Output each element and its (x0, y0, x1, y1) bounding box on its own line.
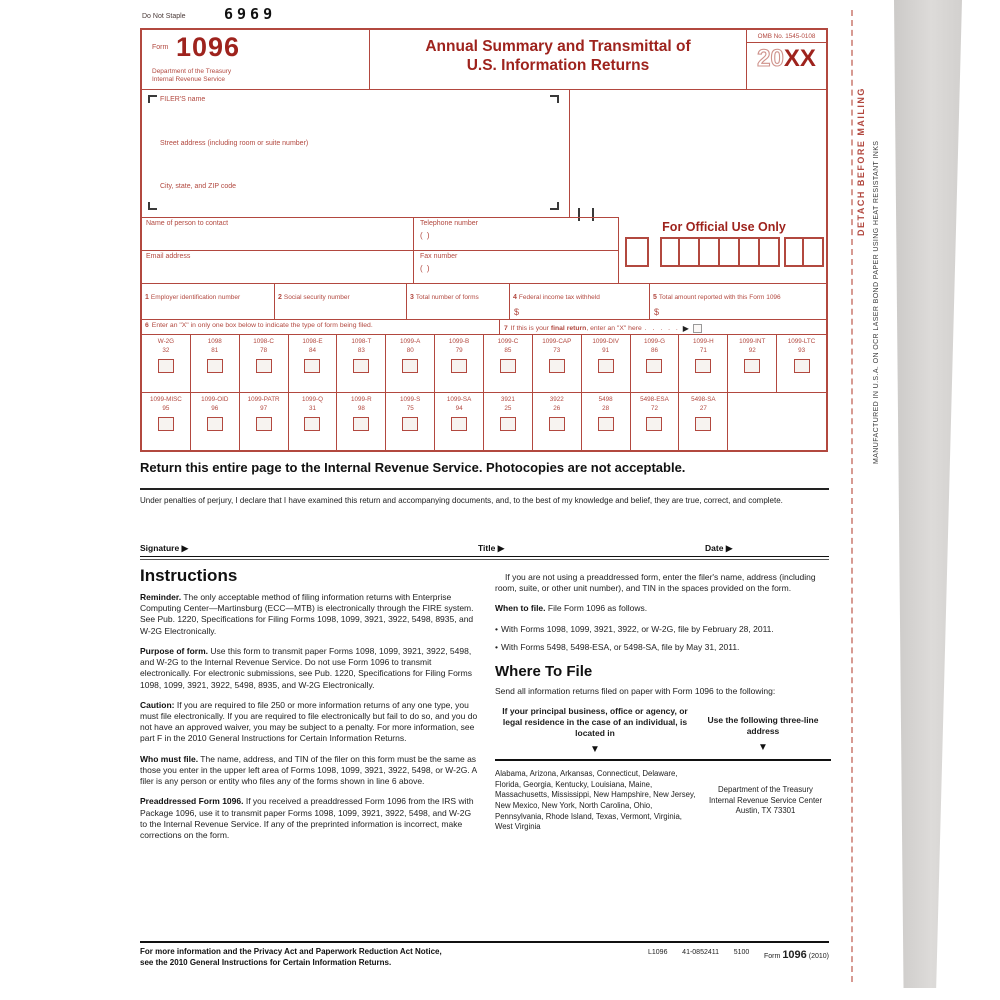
footer-code-5100: 5100 (733, 949, 750, 956)
instruction-paragraph: Preaddressed Form 1096. If you received a preaddressed Form 1096 from the IRS with Package 1096, use it to transmit paper Forms 1098, 1099, 3921, 3922, 5498, and W-2G to the Internal Revenue Service. If any of the preprinted information is incorrect, make corrections on the form. (140, 796, 474, 840)
instruction-paragraph: Who must file. The name, address, and TIN of the filer on this form must be the same as those you enter in the upper left area of Forms 1098, 1099, 3921, 3922, 5498, or W-2G. A filer is any person or entity who files any of the forms shown in line 6 above. (140, 753, 477, 787)
official-use-box (680, 237, 700, 267)
privacy-act-notice: For more information and the Privacy Act and Paperwork Reduction Act Notice, see the 2010 General Instructions for Certain Information Returns. (140, 947, 442, 967)
fax-label: Fax number (420, 253, 458, 260)
filer-street-label: Street address (including room or suite number) (160, 140, 309, 147)
form-type-cell-1098-T: 1098-T 83 (337, 335, 386, 392)
instruction-paragraph: Reminder. The only acceptable method of filing information returns with Enterprise Computing Center—Martinsburg (ECC—MTB) is electronically through the FIRE system. See Pub. 1220, Specifications for Filing Forms 1098, 1099, 3921, 3922, 5498, 8935, and W-2G Electronically. (140, 592, 474, 636)
form-type-cell-1099-R: 1099-R 98 (337, 393, 386, 451)
checkbox-1099-DIV[interactable] (598, 359, 614, 373)
checkbox-1099-MISC[interactable] (158, 417, 174, 431)
footer-rule (140, 941, 829, 943)
arrow-icon: ▶ (497, 543, 505, 553)
box7-arrow-icon: ▶ (682, 323, 689, 333)
form-type-cell-3921: 3921 25 (484, 393, 533, 451)
checkbox-1099-H[interactable] (695, 359, 711, 373)
checkbox-1099-PATR[interactable] (256, 417, 272, 431)
form-type-cell-1099-SA: 1099-SA 94 (435, 393, 484, 451)
instructions-right-column (495, 572, 831, 833)
checkbox-1098-C[interactable] (256, 359, 272, 373)
corner-mark (550, 202, 559, 210)
divider-rule (140, 488, 829, 490)
form-type-cell-W-2G: W-2G 32 (142, 335, 191, 392)
official-use-box (700, 237, 720, 267)
form-title (370, 38, 746, 75)
where-table-rule (495, 759, 831, 761)
states-list: Alabama, Arizona, Arkansas, Connecticut, Delaware, Florida, Georgia, Kentucky, Louisiana, Maine, Massachusetts, Mississippi, New Hampshire, New Jersey, New Mexico, New York, North Carolina, Ohio, Pennsylvania, Rhode Island, Texas, Vermont, Virginia, West Virginia (495, 769, 696, 832)
address-divider (569, 90, 570, 217)
checkbox-1098[interactable] (207, 359, 223, 373)
form-type-cell-1098: 1098 81 (191, 335, 240, 392)
checkbox-1099-SA[interactable] (451, 417, 467, 431)
official-use-box (625, 237, 649, 267)
checkbox-1099-S[interactable] (402, 417, 418, 431)
paper-edge-shadow (894, 0, 962, 988)
filer-city-label: City, state, and ZIP code (160, 183, 237, 190)
location-column-header: If your principal business, office or agency, or legal residence in the case of an individual, is located in ▼ (495, 706, 695, 756)
official-use-box-group (660, 237, 780, 267)
form-type-row-1 (142, 335, 826, 393)
form-type-cell-1099-Q: 1099-Q 31 (289, 393, 338, 451)
footer-codes (640, 947, 829, 961)
where-to-file-headers (495, 706, 831, 756)
instructions-paragraphs (140, 592, 478, 841)
checkbox-1099-Q[interactable] (304, 417, 320, 431)
form-type-cell-1099-MISC: 1099-MISC 95 (142, 393, 191, 451)
official-use-box (760, 237, 780, 267)
checkbox-1098-T[interactable] (353, 359, 369, 373)
form-type-cell-1099-CAP: 1099-CAP 73 (533, 335, 582, 392)
ocr-control-code: 6969 (224, 5, 277, 23)
do-not-staple-label: Do Not Staple (142, 13, 186, 20)
official-use-label: For Official Use Only (662, 220, 786, 234)
fax-field[interactable] (414, 251, 619, 284)
checkbox-1099-LTC[interactable] (794, 359, 810, 373)
form-type-cell-1099-B: 1099-B 79 (435, 335, 484, 392)
official-use-box (740, 237, 760, 267)
official-use-box (784, 237, 804, 267)
official-use-boxes (622, 237, 826, 267)
field-box-2[interactable]: 2 Social security number (275, 284, 407, 319)
checkbox-5498[interactable] (598, 417, 614, 431)
amount-fields-row (142, 283, 826, 319)
title-line[interactable]: Title ▶ (478, 543, 505, 553)
checkbox-1099-C[interactable] (500, 359, 516, 373)
official-use-box (720, 237, 740, 267)
form-body (140, 28, 828, 452)
title-line1: Annual Summary and Transmittal of (425, 38, 691, 55)
corner-mark (148, 202, 157, 210)
form-type-cell-1099-DIV: 1099-DIV 91 (582, 335, 631, 392)
checkbox-W-2G[interactable] (158, 359, 174, 373)
box7-text: If this is your final return, enter an "X" here (510, 324, 642, 332)
form-type-grid (142, 334, 826, 450)
corner-mark (148, 95, 157, 103)
form-type-cell-3922: 3922 26 (533, 393, 582, 451)
when-to-file: When to file. File Form 1096 as follows. (495, 603, 648, 614)
form-title-block (370, 30, 746, 89)
field-box-4[interactable]: 4 Federal income tax withheld $ (510, 284, 650, 319)
checkbox-1099-A[interactable] (402, 359, 418, 373)
box6-number: 6 (145, 322, 149, 329)
form-type-cell-5498-ESA: 5498-ESA 72 (631, 393, 680, 451)
manufactured-label: MANUFACTURED IN U.S.A. ON OCR LASER BOND PAPER USING HEAT RESISTANT INKS (873, 140, 880, 464)
checkbox-5498-SA[interactable] (695, 417, 711, 431)
dept-line1: Department of the Treasury (152, 68, 232, 75)
box7-number: 7 (504, 324, 508, 332)
perforation-line (851, 10, 853, 982)
contact-name-field[interactable]: Name of person to contact (142, 218, 414, 250)
checkbox-1099-G[interactable] (646, 359, 662, 373)
field-box-1[interactable]: 1 Employer identification number (142, 284, 275, 319)
form-type-row-2 (142, 393, 826, 451)
checkbox-5498-ESA[interactable] (646, 417, 662, 431)
checkbox-3921[interactable] (500, 417, 516, 431)
footer (140, 947, 829, 969)
box7-final-return (500, 320, 826, 334)
title-line2: U.S. Information Returns (466, 56, 650, 74)
official-use-block (622, 220, 826, 267)
when-to-file-bullet: • With Forms 1098, 1099, 3921, 3922, or W-2G, file by February 28, 2011. (495, 623, 774, 634)
box7-dots: . . . . . (644, 324, 680, 332)
arrow-icon: ▶ (181, 543, 189, 553)
detach-before-mailing-label: DETACH BEFORE MAILING (856, 87, 866, 236)
telephone-label: Telephone number (420, 220, 478, 227)
preaddressed-intro: If you are not using a preaddressed form, enter the filer's name, address (including room, suite, or other unit number), and TIN in the spaces provided on the form. (495, 572, 816, 594)
irs-mailing-address: Department of the Treasury Internal Revenue Service Center Austin, TX 73301 (708, 785, 823, 816)
return-page-notice: Return this entire page to the Internal Revenue Service. Photocopies are not acceptable. (140, 460, 686, 475)
instruction-paragraph: Purpose of form. Use this form to transmit paper Forms 1098, 1099, 3921, 3922, 5498, and W-2G to the Internal Revenue Service. Do not use Form 1096 to transmit electronically. For electronic submissions, see Pub. 1220, Specifications for Filing Forms 1098, 1099, 3921, 3922, 5498, 8935, and W-2G Electronically. (140, 645, 472, 690)
form-number: 1096 (176, 32, 241, 62)
checkbox-1099-CAP[interactable] (549, 359, 565, 373)
footer-code-part: 41-0852411 (682, 949, 720, 956)
checkbox-1099-R[interactable] (353, 417, 369, 431)
form-type-cell-1099-S: 1099-S 75 (386, 393, 435, 451)
where-to-file-heading: Where To File (495, 663, 593, 681)
email-field[interactable]: Email address (142, 251, 414, 284)
agency-lines (152, 68, 231, 85)
form-type-cell-1098-E: 1098-E 84 (289, 335, 338, 392)
down-arrow-icon: ▼ (590, 744, 600, 756)
form-type-cell-1099-C: 1099-C 85 (484, 335, 533, 392)
form-type-cell-1099-LTC: 1099-LTC 93 (777, 335, 826, 392)
box6-type-instruction (142, 320, 500, 334)
fax-parens: ( ) (420, 264, 431, 273)
perjury-statement: Under penalties of perjury, I declare that I have examined this return and accompanying documents, and, to the best of my knowledge and belief, they are true, correct, and complete. (140, 496, 783, 505)
form-type-cell-1099-INT: 1099-INT 92 (728, 335, 777, 392)
contact-row-2 (142, 251, 619, 284)
form-word: Form (152, 44, 169, 51)
form-type-cell-5498: 5498 28 (582, 393, 631, 451)
field-box-3[interactable]: 3 Total number of forms (407, 284, 510, 319)
instruction-paragraph: Caution: If you are required to file 250 or more information returns of any one type, you must file electronically. If you are required to file electronically but fail to do so, and you do not have an approved waiver, you may be subject to a penalty. For more information, see part F in the 2010 General Instructions for Certain Information Returns. (140, 699, 478, 744)
corner-mark (550, 95, 559, 103)
contact-table (142, 217, 619, 283)
form-type-cell-1098-C: 1098-C 78 (240, 335, 289, 392)
checkbox-1099-INT[interactable] (744, 359, 760, 373)
telephone-parens: ( ) (420, 231, 431, 240)
official-use-box (804, 237, 824, 267)
when-to-file-bullet: • With Forms 5498, 5498-ESA, or 5498-SA, file by May 31, 2011. (495, 641, 740, 652)
instructions-heading: Instructions (140, 566, 238, 585)
checkbox-1098-E[interactable] (304, 359, 320, 373)
year-prefix: 20 (757, 45, 784, 72)
footer-code-l1096: L1096 (648, 949, 668, 956)
box-6-7-row (142, 319, 826, 334)
telephone-field[interactable] (414, 218, 619, 250)
filer-name-label: FILER'S name (160, 96, 206, 103)
form-type-blank-cell (728, 393, 826, 451)
year-suffix: XX (783, 45, 816, 72)
form-type-cell-1099-PATR: 1099-PATR 97 (240, 393, 289, 451)
checkbox-1099-B[interactable] (451, 359, 467, 373)
omb-number: OMB No. 1545-0108 (747, 30, 826, 43)
signature-rule (140, 556, 829, 560)
form-type-cell-1099-OID: 1099-OID 96 (191, 393, 240, 451)
checkbox-3922[interactable] (549, 417, 565, 431)
down-arrow-icon: ▼ (758, 742, 768, 754)
where-to-file-table (495, 769, 831, 832)
when-to-file-bullets (495, 624, 831, 653)
dept-line2: Internal Revenue Service (152, 76, 225, 84)
form-number-block (142, 30, 370, 89)
address-column-header: Use the following three-line address ▼ (695, 706, 831, 756)
date-line[interactable]: Date ▶ (705, 543, 733, 553)
form-type-cell-5498-SA: 5498-SA 27 (679, 393, 728, 451)
official-use-box-group (784, 237, 824, 267)
instructions-left-column (140, 566, 478, 850)
form-type-cell-1099-G: 1099-G 86 (631, 335, 680, 392)
form-type-cell-1099-H: 1099-H 71 (679, 335, 728, 392)
arrow-icon: ▶ (725, 543, 733, 553)
form-header (142, 30, 826, 90)
box6-label: Enter an "X" in only one box below to indicate the type of form being filed. (151, 322, 373, 329)
form-type-cell-1099-A: 1099-A 80 (386, 335, 435, 392)
filer-address-block[interactable] (142, 90, 826, 217)
where-to-file-intro: Send all information returns filed on paper with Form 1096 to the following: (495, 686, 776, 697)
tax-year (747, 45, 826, 73)
contact-row-1 (142, 218, 619, 251)
omb-year-block (746, 30, 826, 89)
official-use-box (660, 237, 680, 267)
checkbox-1099-OID[interactable] (207, 417, 223, 431)
final-return-checkbox[interactable] (693, 324, 702, 333)
footer-form-id: Form 1096 (2010) (764, 949, 829, 961)
signature-line[interactable]: Signature ▶ (140, 543, 189, 553)
field-box-5[interactable]: 5 Total amount reported with this Form 1096 $ (653, 294, 781, 317)
